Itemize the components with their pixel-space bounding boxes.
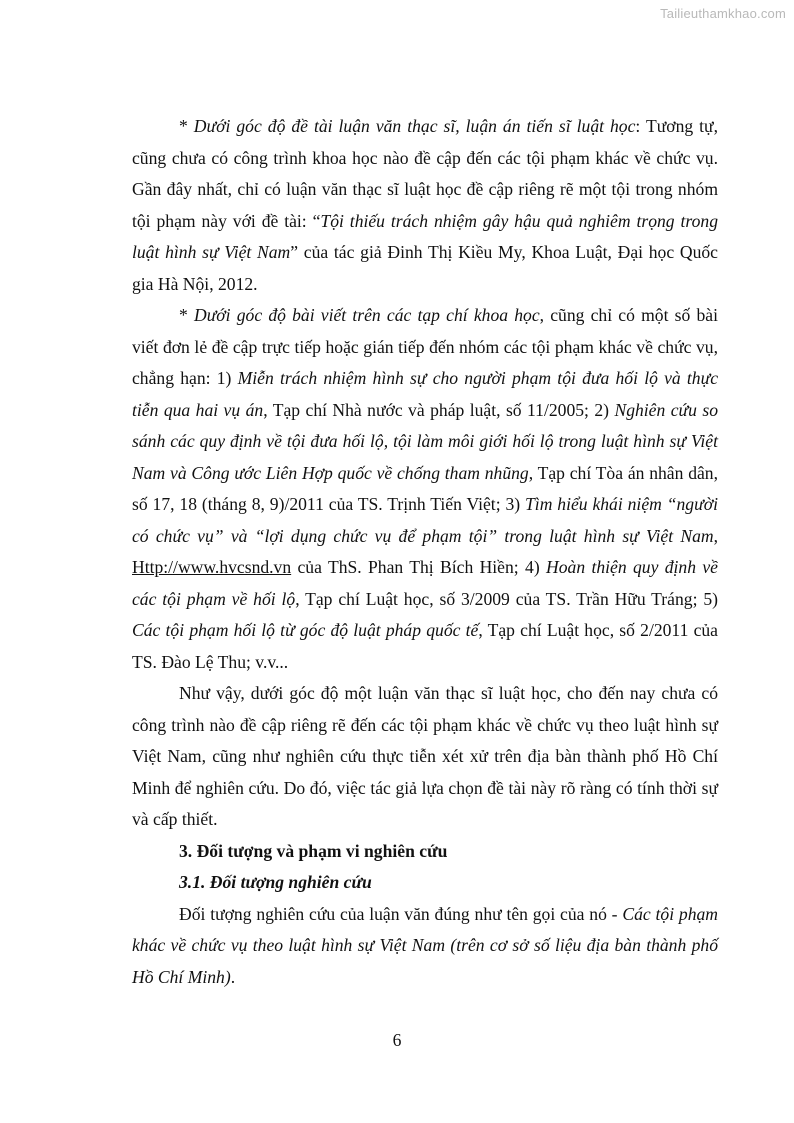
thesis-title: Các tội phạm khác về chức vụ theo luật hình sự Việt Nam (trên cơ sở số liệu địa bàn thành phố Hồ Chí Minh) <box>132 903 718 987</box>
cited-article-1: Miễn trách nhiệm hình sự cho người phạm tội đưa hối lộ và thực tiễn qua hai vụ án <box>132 368 718 420</box>
cited-article-2: Nghiên cứu so sánh các quy định về tội đưa hối lộ, tội làm môi giới hối lộ trong luật hình sự Việt Nam và Công ước Liên Hợp quốc về chống tham nhũng <box>132 399 719 483</box>
bullet-asterisk: * <box>179 305 194 325</box>
cited-thesis-title: Tội thiếu trách nhiệm gây hậu quả nghiêm trọng trong luật hình sự Việt Nam <box>132 210 718 262</box>
section-label: Dưới góc độ bài viết trên các tạp chí khoa học <box>193 305 540 325</box>
subsection-heading: 3.1. Đối tượng nghiên cứu <box>179 872 372 892</box>
cited-article-4: Hoàn thiện quy định về các tội phạm về hối lộ <box>132 557 718 609</box>
paragraph-research-object: Đối tượng nghiên cứu của luận văn đúng như tên gọi của nó - Các tội phạm khác về chức vụ theo luật hình sự Việt Nam (trên cơ sở số liệu địa bàn thành phố Hồ Chí Minh). <box>132 903 718 987</box>
paragraph-thesis-review: * Dưới góc độ đề tài luận văn thạc sĩ, luận án tiến sĩ luật học: Tương tự, cũng chưa có công trình khoa học nào đề cập đến các tội phạm khác về chức vụ. Gần đây nhất, chỉ có luận văn thạc sĩ luật học đề cập riêng rẽ một tội trong nhóm tội phạm này với đề tài: “Tội thiếu trách nhiệm gây hậu quả nghiêm trọng trong luật hình sự Việt Nam” của tác giả Đinh Thị Kiều My, Khoa Luật, Đại học Quốc gia Hà Nội, 2012. <box>132 116 718 294</box>
section-label: Dưới góc độ đề tài luận văn thạc sĩ, luận án tiến sĩ luật học <box>193 116 636 136</box>
watermark: Tailieuthamkhao.com <box>660 6 786 21</box>
section-heading: 3. Đối tượng và phạm vi nghiên cứu <box>179 840 448 861</box>
bullet-asterisk: * <box>179 116 194 136</box>
page-number: 6 <box>392 1030 402 1050</box>
cited-article-3: Tìm hiểu khái niệm “người có chức vụ” và “lợi dụng chức vụ để phạm tội” trong luật hình sự Việt Nam <box>132 494 718 546</box>
document-body <box>132 111 718 993</box>
paragraph-conclusion: Như vậy, dưới góc độ một luận văn thạc sĩ luật học, cho đến nay chưa có công trình nào đề cập riêng rẽ đến các tội phạm khác về chức vụ theo luật hình sự Việt Nam, cũng như nghiên cứu thực tiễn xét xử trên địa bàn thành phố Hồ Chí Minh để nghiên cứu. Do đó, việc tác giả lựa chọn đề tài này rõ ràng có tính thời sự và cấp thiết. <box>132 683 718 829</box>
paragraph-journal-review: * Dưới góc độ bài viết trên các tạp chí khoa học, cũng chỉ có một số bài viết đơn lẻ đề cập trực tiếp hoặc gián tiếp đến nhóm các tội phạm khác về chức vụ, chẳng hạn: 1) Miễn trách nhiệm hình sự cho người phạm tội đưa hối lộ và thực tiễn qua hai vụ án, Tạp chí Nhà nước và pháp luật, số 11/2005; 2) Nghiên cứu so sánh các quy định về tội đưa hối lộ, tội làm môi giới hối lộ trong luật hình sự Việt Nam và Công ước Liên Hợp quốc về chống tham nhũng, Tạp chí Tòa án nhân dân, số 17, 18 (tháng 8, 9)/2011 của TS. Trịnh Tiến Việt; 3) Tìm hiểu khái niệm “người có chức vụ” và “lợi dụng chức vụ để phạm tội” trong luật hình sự Việt Nam, Http://www.hvcsnd.vn của ThS. Phan Thị Bích Hiền; 4) Hoàn thiện quy định về các tội phạm về hối lộ, Tạp chí Luật học, số 3/2009 của TS. Trần Hữu Tráng; 5) Các tội phạm hối lộ từ góc độ luật pháp quốc tế, Tạp chí Luật học, số 2/2011 của TS. Đào Lệ Thu; v.v... <box>132 305 719 672</box>
website-link[interactable]: Http://www.hvcsnd.vn <box>132 557 292 577</box>
cited-article-5: Các tội phạm hối lộ từ góc độ luật pháp quốc tế <box>132 620 479 640</box>
